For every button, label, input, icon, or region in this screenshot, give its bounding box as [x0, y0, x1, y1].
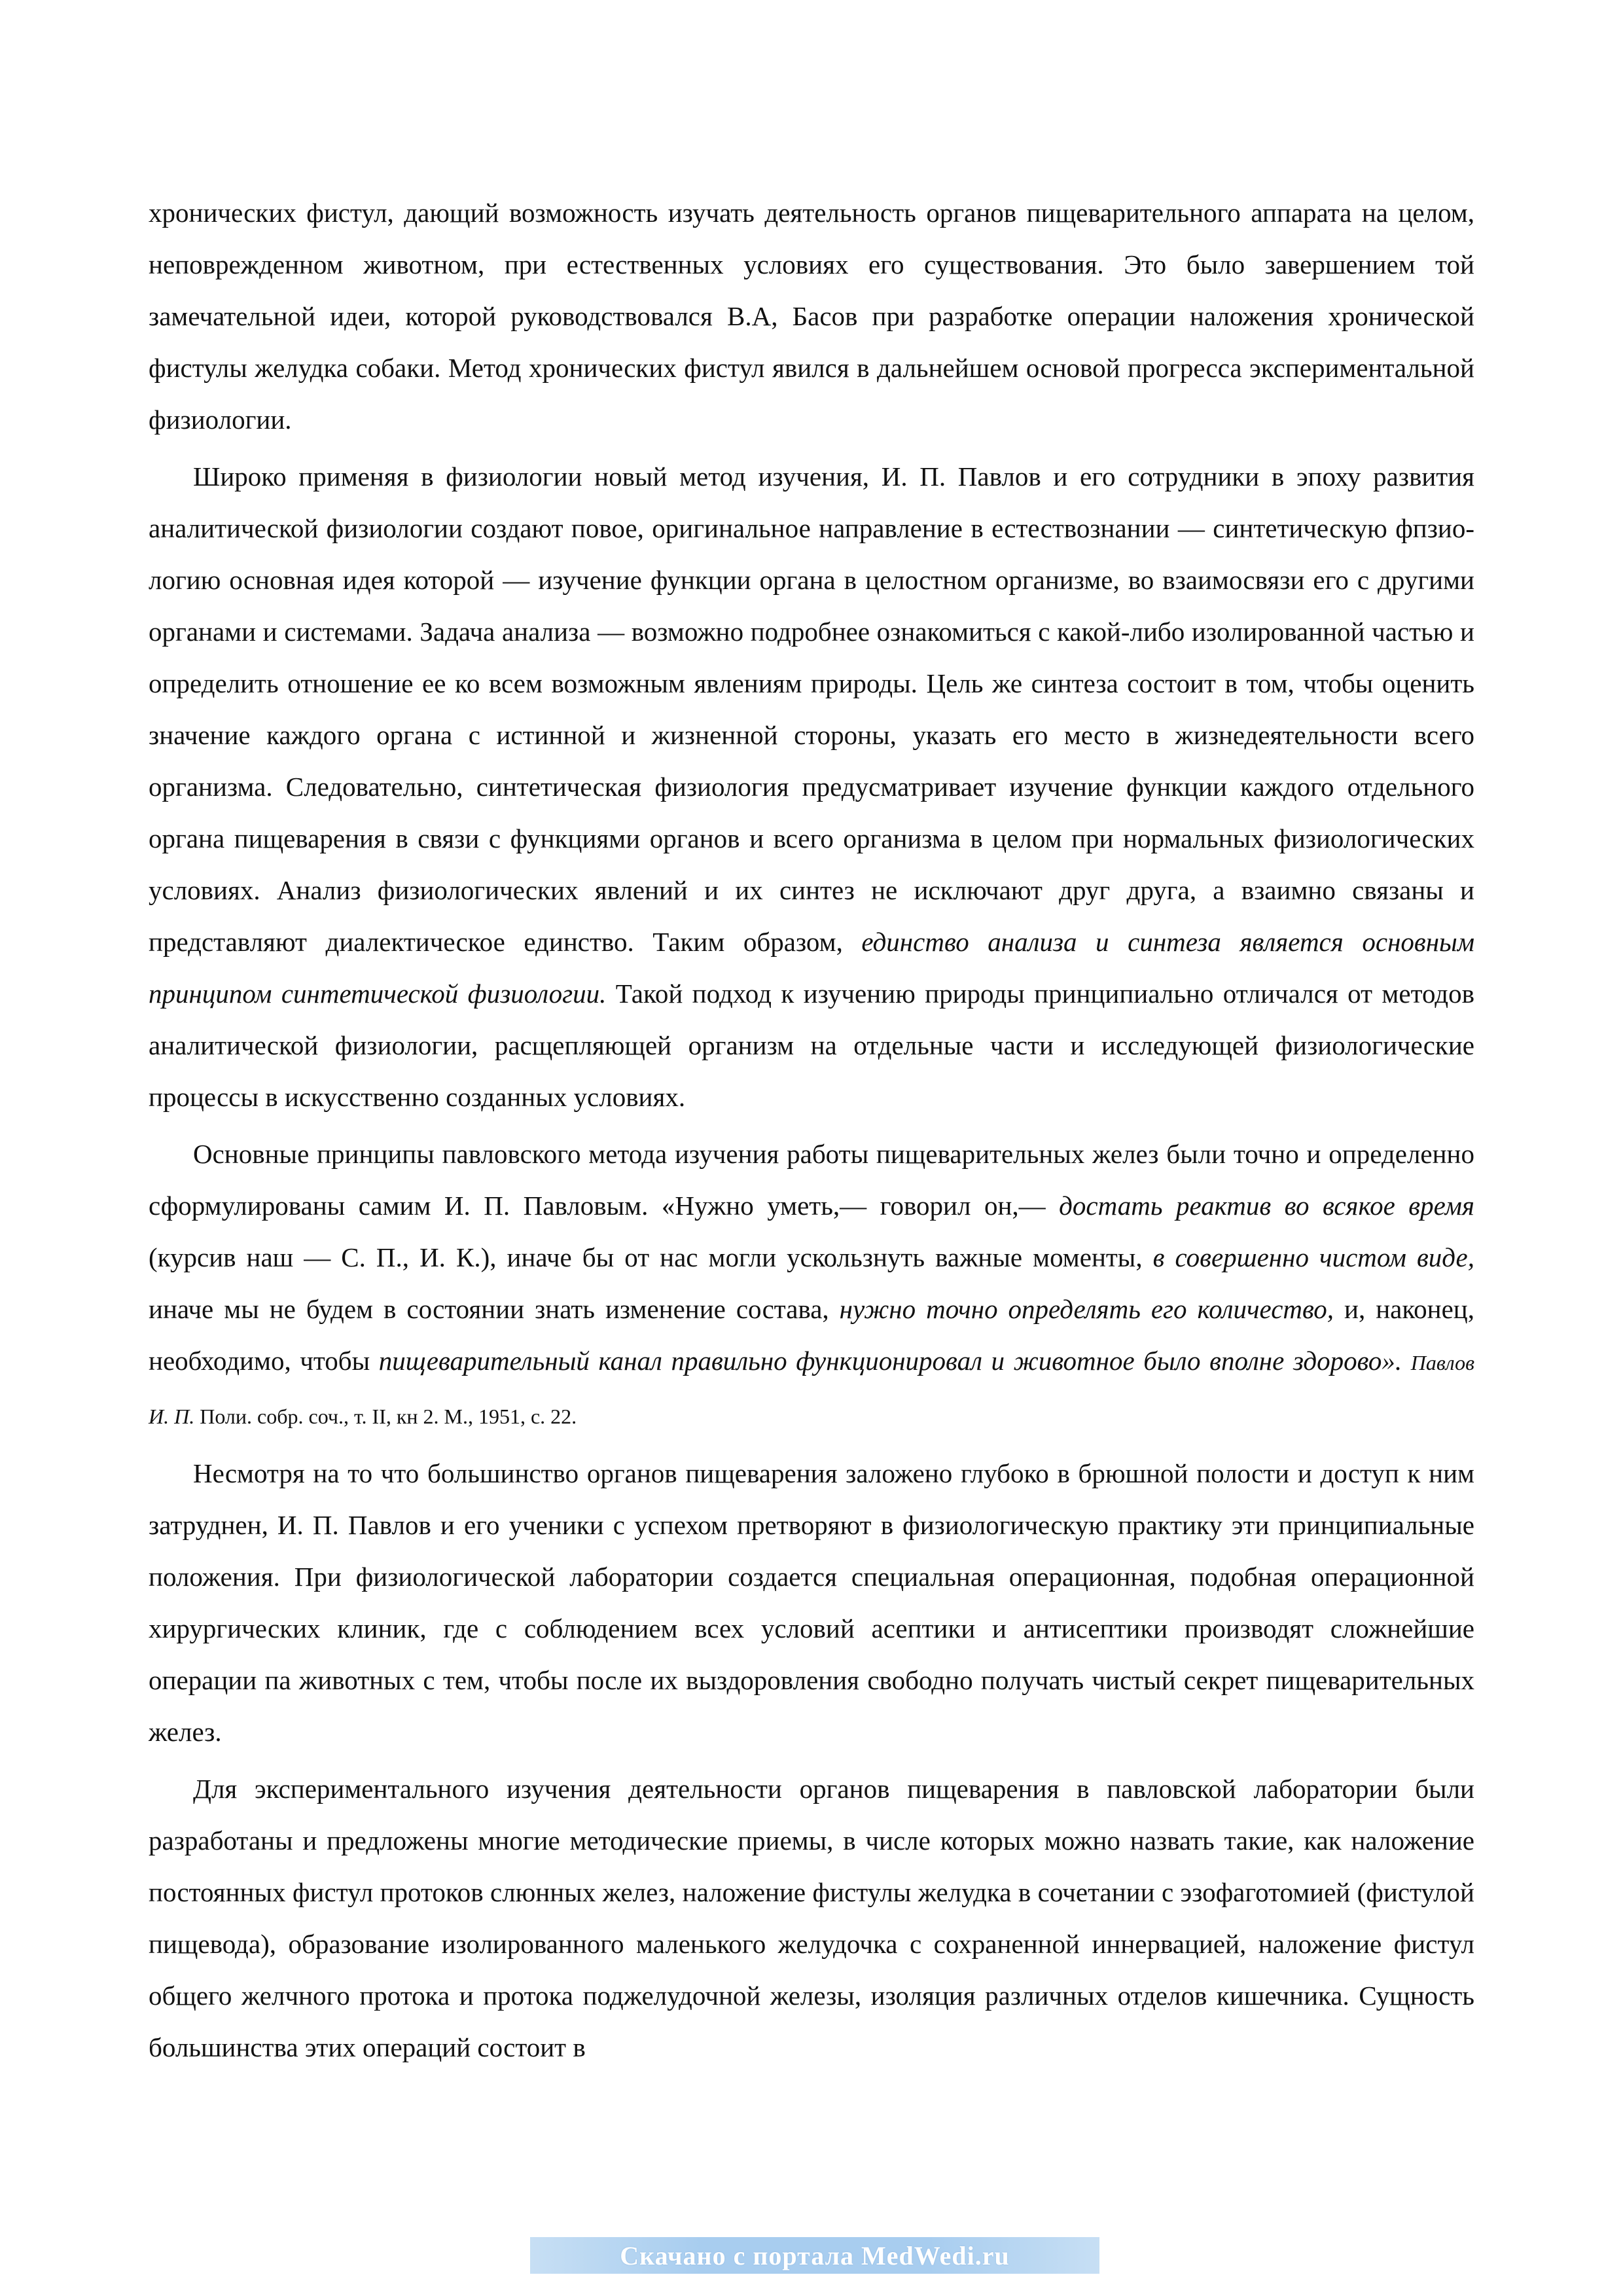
paragraph-2-text-b: Такой подход к изучению природы принципиально отличался от методов аналитической физиологии, расщепляющей организм на отдельные части и исследующей физиологические процессы в искусственно созданных условиях. — [149, 978, 1474, 1112]
paragraph-3-text-a: Основные принципы павловского метода изучения работы пищеварительных желез были точно и определенно сформулированы самим И. П. Павловым. «Нужно уметь,— говорил он,— — [149, 1139, 1474, 1221]
paragraph-4-text: Несмотря на то что большинство органов пищеварения заложено глубоко в брюшной полости и доступ к ним затруднен, И. П. Павлов и его ученики с успехом претворяют в физиологическую практику эти принципиальные положения. При физиологической лаборатории создается специальная операционная, подобная операционной хирургических клиник, где с соблюдением всех условий асептики и антисептики производят сложнейшие операции па животных с тем, чтобы после их выздоровления свободно получать чистый секрет пищеварительных желез. — [149, 1458, 1474, 1747]
paragraph-1-text: хронических фистул, дающий возможность изучать деятельность органов пищеварительного аппарата на целом, неповрежденном животном, при естественных условиях его существования. Это было завершением той замечательной идеи, которой руководствовался В.А, Басов при разработке операции наложения хронической фистулы желудка собаки. Метод хронических фистул явился в дальнейшем основой прогресса экспериментальной физиологии. — [149, 198, 1474, 435]
paragraph-2-emphasis: единство анализа и синтеза является основным принципом синтетической физиологии. — [149, 927, 1474, 1009]
paragraph-5-text: Для экспериментального изучения деятельности органов пищеварения в павловской лаборатории были разработаны и предложены многие методические приемы, в числе которых можно назвать такие, как наложение постоянных фистул протоков слюнных желез, наложение фистулы желудка в сочетании с эзофаготомией (фистулой пищевода), образование изолированного маленького желудочка с сохраненной иннервацией, наложение фистул общего желчного протока и протока поджелудочной железы, изоляция различных отделов кишечника. Сущность большинства этих операций состоит в — [149, 1774, 1474, 2062]
watermark-text: Скачано с портала MedWedi.ru — [620, 2240, 1010, 2270]
paragraph-3-text-c: иначе мы не будем в состоянии знать изменение состава, — [149, 1294, 840, 1324]
paragraph-3-emphasis-b: в совершенно чистом виде, — [1152, 1242, 1474, 1272]
paragraph-2 — [149, 451, 1474, 1123]
citation-author: Павлов И. П. — [149, 1351, 1474, 1428]
paragraph-3-text-b: (курсив наш — С. П., И. К.), иначе бы от нас могли ускользнуть важные моменты, — [149, 1242, 1153, 1272]
watermark-banner — [530, 2237, 1099, 2274]
paragraph-3-emphasis-d: пищеварительный канал правильно функционировал и животное было вполне здорово». — [378, 1346, 1402, 1376]
paragraph-5 — [149, 1763, 1474, 2073]
paragraph-3-emphasis-a: достать реактив во всякое время — [1059, 1191, 1474, 1221]
paragraph-2-text-a: Широко применяя в физиологии новый метод изучения, И. П. Павлов и его сотрудники в эпоху развития аналитической физиологии создают повое, оригинальное направление в естествознании — синтетическую фпзио-логию основная идея которой — изучение функции органа в целостном организме, во взаимосвязи его с другими органами и системами. Задача анализа — возможно подробнее ознакомиться с какой-либо изолированной частью и определить отношение ее ко всем возможным явлениям природы. Цель же синтеза состоит в том, чтобы оценить значение каждого органа с истинной и жизненной стороны, указать его место в жизнедеятельности всего организма. Следовательно, синтетическая физиология предусматривает изучение функции каждого отдельного органа пищеварения в связи с функциями органов и всего организма в целом при нормальных физиологических условиях. Анализ физиологических явлений и их синтез не исключают друг друга, а взаимно связаны и представляют диалектическое единство. Таким образом, — [149, 461, 1474, 957]
paragraph-1 — [149, 187, 1474, 446]
paragraph-4 — [149, 1448, 1474, 1758]
paragraph-3-space — [1402, 1346, 1411, 1376]
paragraph-3 — [149, 1128, 1474, 1443]
paragraph-3-text-d: и, наконец, необходимо, чтобы — [149, 1294, 1475, 1376]
paragraph-3-emphasis-c: нужно точно определять его количество, — [839, 1294, 1334, 1324]
document-page — [149, 187, 1474, 2073]
citation-source: Поли. собр. соч., т. II, кн 2. М., 1951, с. 22. — [194, 1405, 577, 1428]
